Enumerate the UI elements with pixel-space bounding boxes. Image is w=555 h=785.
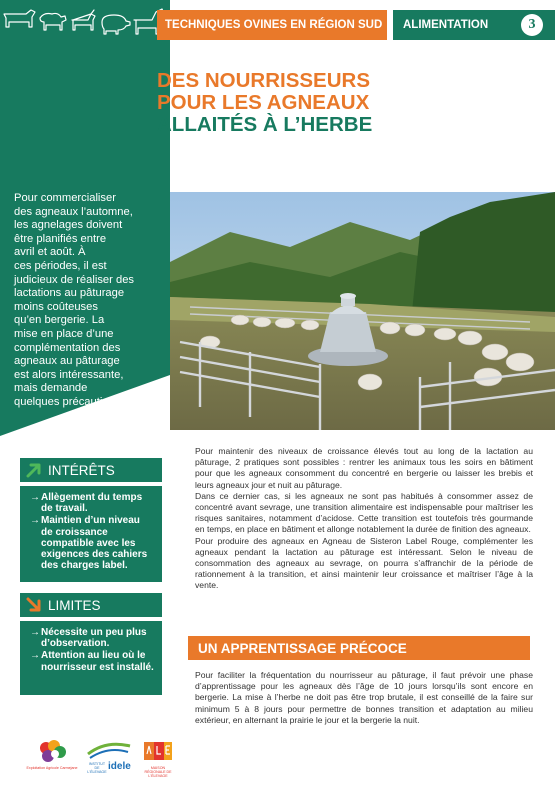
title-line-1: DES NOURRISSEURS <box>157 69 371 92</box>
interets-item: → Maintien d’un niveau de croissance compatible avec les exigences des cahiers des charges label. <box>30 515 154 571</box>
limites-heading-label: LIMITES <box>48 597 101 613</box>
intro-line: Pour commercialiser <box>14 192 116 204</box>
section-body-text <box>195 670 533 726</box>
body-text <box>195 446 533 592</box>
arrow-up-right-icon <box>24 460 44 480</box>
mre-logo-text: MAISON RÉGIONALE DE L'ÉLEVAGE <box>144 766 172 779</box>
intro-line: agneaux au pâturage <box>14 355 120 368</box>
mre-emblem-icon <box>140 740 176 764</box>
farm-animals-banner <box>0 0 168 44</box>
intro-line: les agnelages doivent <box>14 219 123 232</box>
limites-item: → Attention au lieu où le nourrisseur est installé. <box>30 650 154 672</box>
tab-alimentation <box>393 10 555 40</box>
title-line-2: POUR LES AGNEAUX <box>157 91 370 114</box>
idele-logo-text: INSTITUT DE L'ÉLEVAGE <box>87 762 107 775</box>
mre-logo <box>140 740 176 778</box>
intro-line: ces périodes, il est <box>14 259 107 272</box>
section-heading-label: UN APPRENTISSAGE PRÉCOCE <box>198 640 407 656</box>
limites-list <box>20 621 162 695</box>
page-title <box>157 70 457 136</box>
idele-swoosh-icon <box>86 740 132 762</box>
body-paragraph: Pour maintenir des niveaux de croissance élevés tout au long de la lactation au pâturage, 2 pratiques sont possibles : rentrer les animaux tous les soirs en bâtiment pour que les agneaux consomment du concentré en bergerie ou laisser les brebis et leurs agneaux jour et nuit au pâturage. <box>195 446 533 490</box>
limites-item: → Nécessite un peu plus d’observation. <box>30 627 154 649</box>
carmejane-logo <box>26 738 78 778</box>
arrow-down-right-icon <box>24 595 44 615</box>
limites-heading <box>20 593 162 617</box>
intro-text <box>14 192 162 410</box>
intro-line: mais demande <box>14 382 88 395</box>
idele-logo <box>86 740 132 778</box>
tab-techniques-ovines <box>157 10 387 40</box>
interets-item: → Allègement du temps de travail. <box>30 492 154 514</box>
intro-line: est alors intéressante, <box>14 368 124 381</box>
interets-heading <box>20 458 162 482</box>
intro-line: quelques précautions. <box>14 395 124 408</box>
pasture-feeder-photo <box>170 192 555 430</box>
interets-heading-label: INTÉRÊTS <box>48 462 115 478</box>
intro-line: complémentation des <box>14 341 121 354</box>
carmejane-flower-icon <box>26 738 78 766</box>
intro-line: être planifiés entre <box>14 232 107 245</box>
section-paragraph: Pour faciliter la fréquentation du nourrisseur au pâturage, il faut prévoir une phase d’apprentissage pour les agneaux dès l’âge de 10 jours lorsqu’ils sont encore en bergerie. La mise à l’herbe ne doit pas être trop brutale, il est conseillé de la faire sur minimum 5 à 8 jours pour permettre de bonnes transition et adaptation au milieu extérieur, en alternant la prairie le jour et la bergerie la nuit. <box>195 670 533 725</box>
tab-theme-label: ALIMENTATION <box>403 19 489 31</box>
section-heading-apprentissage <box>188 636 530 660</box>
title-line-3: ALLAITÉS À L’HERBE <box>157 113 373 136</box>
intro-line: judicieux de réaliser des <box>14 273 135 286</box>
interets-list <box>20 486 162 582</box>
intro-line: qu’en bergerie. La <box>14 314 105 327</box>
idele-brand: idele <box>108 761 131 772</box>
intro-line: lactations au pâturage <box>14 287 125 300</box>
carmejane-logo-text: Exploitation Agricole Carmejane <box>26 766 78 770</box>
page-number: 3 <box>521 14 543 36</box>
intro-line: avril et août. À <box>14 246 86 259</box>
intro-line: des agneaux l’automne, <box>14 205 133 218</box>
intro-line: moins coûteuses <box>14 300 98 313</box>
intro-line: mise en place d’une <box>14 327 114 340</box>
body-paragraph: Dans ce dernier cas, si les agneaux ne sont pas habitués à consommer assez de concentré avant sevrage, une transition alimentaire est indispensable pour maîtriser les risques sanitaires, notamment d’acidose. Cette transition est toutefois très gourmande en temps, en place en bâtiment et allonge notablement la durée de finition des agneaux. <box>195 490 533 535</box>
body-paragraph: Pour produire des agneaux en Agneau de Sisteron Label Rouge, complémenter les agneaux pendant la lactation au pâturage est intéressant. Selon le niveau de consommation des agneaux au sevrage, on pourra s’affranchir de la période de rationnement à la transition, et ainsi maintenir leur croissance et maîtriser l’âge à la vente. <box>195 535 533 591</box>
tab-section-label: TECHNIQUES OVINES EN RÉGION SUD <box>165 19 383 31</box>
